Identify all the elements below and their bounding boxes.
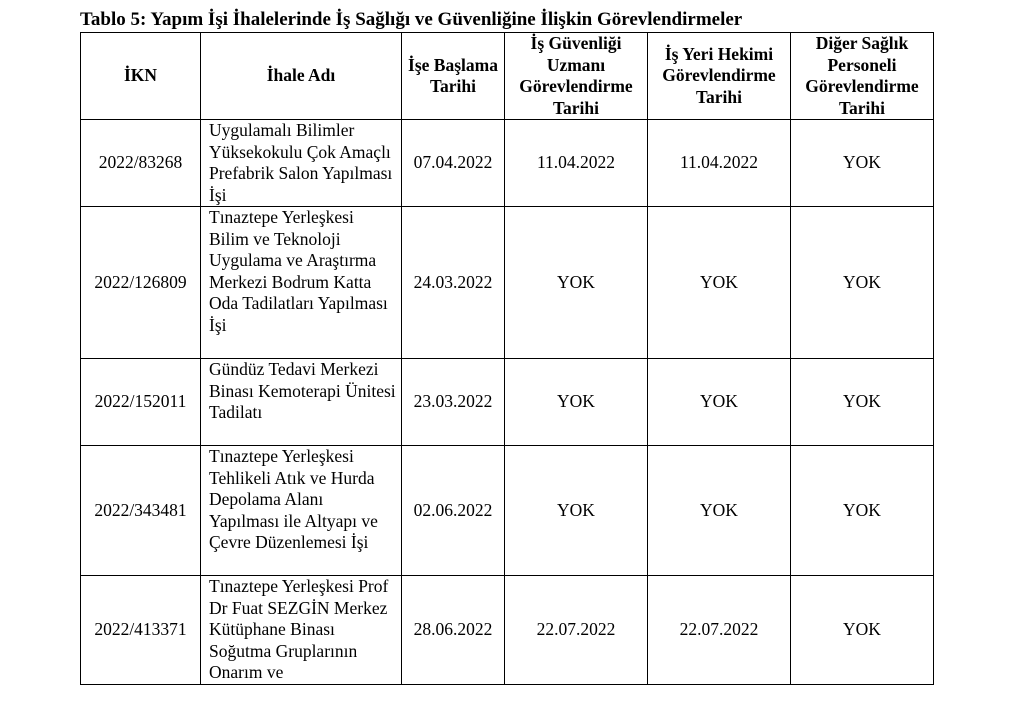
cell-ise-baslama: 02.06.2022 xyxy=(402,446,505,576)
cell-diger-personel: YOK xyxy=(791,207,934,359)
cell-isyeri-hekimi: 11.04.2022 xyxy=(648,120,791,207)
cell-ikn: 2022/83268 xyxy=(81,120,201,207)
cell-ise-baslama: 07.04.2022 xyxy=(402,120,505,207)
table-row xyxy=(81,120,934,207)
table-row xyxy=(81,576,934,685)
table-caption: Tablo 5: Yapım İşi İhalelerinde İş Sağlığı ve Güvenliğine İlişkin Görevlendirmeler xyxy=(80,9,743,30)
header-ikn: İKN xyxy=(81,33,201,120)
cell-guvenlik-uzmani: 22.07.2022 xyxy=(505,576,648,685)
cell-ikn: 2022/413371 xyxy=(81,576,201,685)
header-ise-baslama-tarihi: İşe Başlama Tarihi xyxy=(402,33,505,120)
cell-isyeri-hekimi: YOK xyxy=(648,359,791,446)
header-row xyxy=(81,33,934,120)
cell-ihale-adi: Gündüz Tedavi Merkezi Binası Kemoterapi Ünitesi Tadilatı xyxy=(201,359,402,446)
header-is-guvenligi-uzmani: İş Güvenliği Uzmanı Görevlendirme Tarihi xyxy=(505,33,648,120)
cell-isyeri-hekimi: YOK xyxy=(648,446,791,576)
table-row xyxy=(81,207,934,359)
cell-ikn: 2022/343481 xyxy=(81,446,201,576)
table-row xyxy=(81,446,934,576)
cell-diger-personel: YOK xyxy=(791,359,934,446)
header-is-yeri-hekimi: İş Yeri Hekimi Görevlendirme Tarihi xyxy=(648,33,791,120)
cell-diger-personel: YOK xyxy=(791,576,934,685)
header-diger-saglik-personeli: Diğer Sağlık Personeli Görevlendirme Tarihi xyxy=(791,33,934,120)
cell-diger-personel: YOK xyxy=(791,120,934,207)
cell-ikn: 2022/152011 xyxy=(81,359,201,446)
cell-diger-personel: YOK xyxy=(791,446,934,576)
cell-isyeri-hekimi: YOK xyxy=(648,207,791,359)
assignments-table xyxy=(80,32,934,685)
cell-guvenlik-uzmani: YOK xyxy=(505,446,648,576)
cell-ikn: 2022/126809 xyxy=(81,207,201,359)
cell-ihale-adi: Tınaztepe Yerleşkesi Prof Dr Fuat SEZGİN Merkez Kütüphane Binası Soğutma Gruplarının Onarım ve xyxy=(201,576,402,685)
table-row xyxy=(81,359,934,446)
cell-ihale-adi: Tınaztepe Yerleşkesi Bilim ve Teknoloji Uygulama ve Araştırma Merkezi Bodrum Katta Oda Tadilatları Yapılması İşi xyxy=(201,207,402,359)
cell-ise-baslama: 23.03.2022 xyxy=(402,359,505,446)
cell-guvenlik-uzmani: 11.04.2022 xyxy=(505,120,648,207)
cell-ise-baslama: 24.03.2022 xyxy=(402,207,505,359)
cell-isyeri-hekimi: 22.07.2022 xyxy=(648,576,791,685)
header-ihale-adi: İhale Adı xyxy=(201,33,402,120)
cell-ihale-adi: Tınaztepe Yerleşkesi Tehlikeli Atık ve Hurda Depolama Alanı Yapılması ile Altyapı ve Çevre Düzenlemesi İşi xyxy=(201,446,402,576)
cell-guvenlik-uzmani: YOK xyxy=(505,207,648,359)
cell-guvenlik-uzmani: YOK xyxy=(505,359,648,446)
cell-ise-baslama: 28.06.2022 xyxy=(402,576,505,685)
cell-ihale-adi: Uygulamalı Bilimler Yüksekokulu Çok Amaçlı Prefabrik Salon Yapılması İşi xyxy=(201,120,402,207)
